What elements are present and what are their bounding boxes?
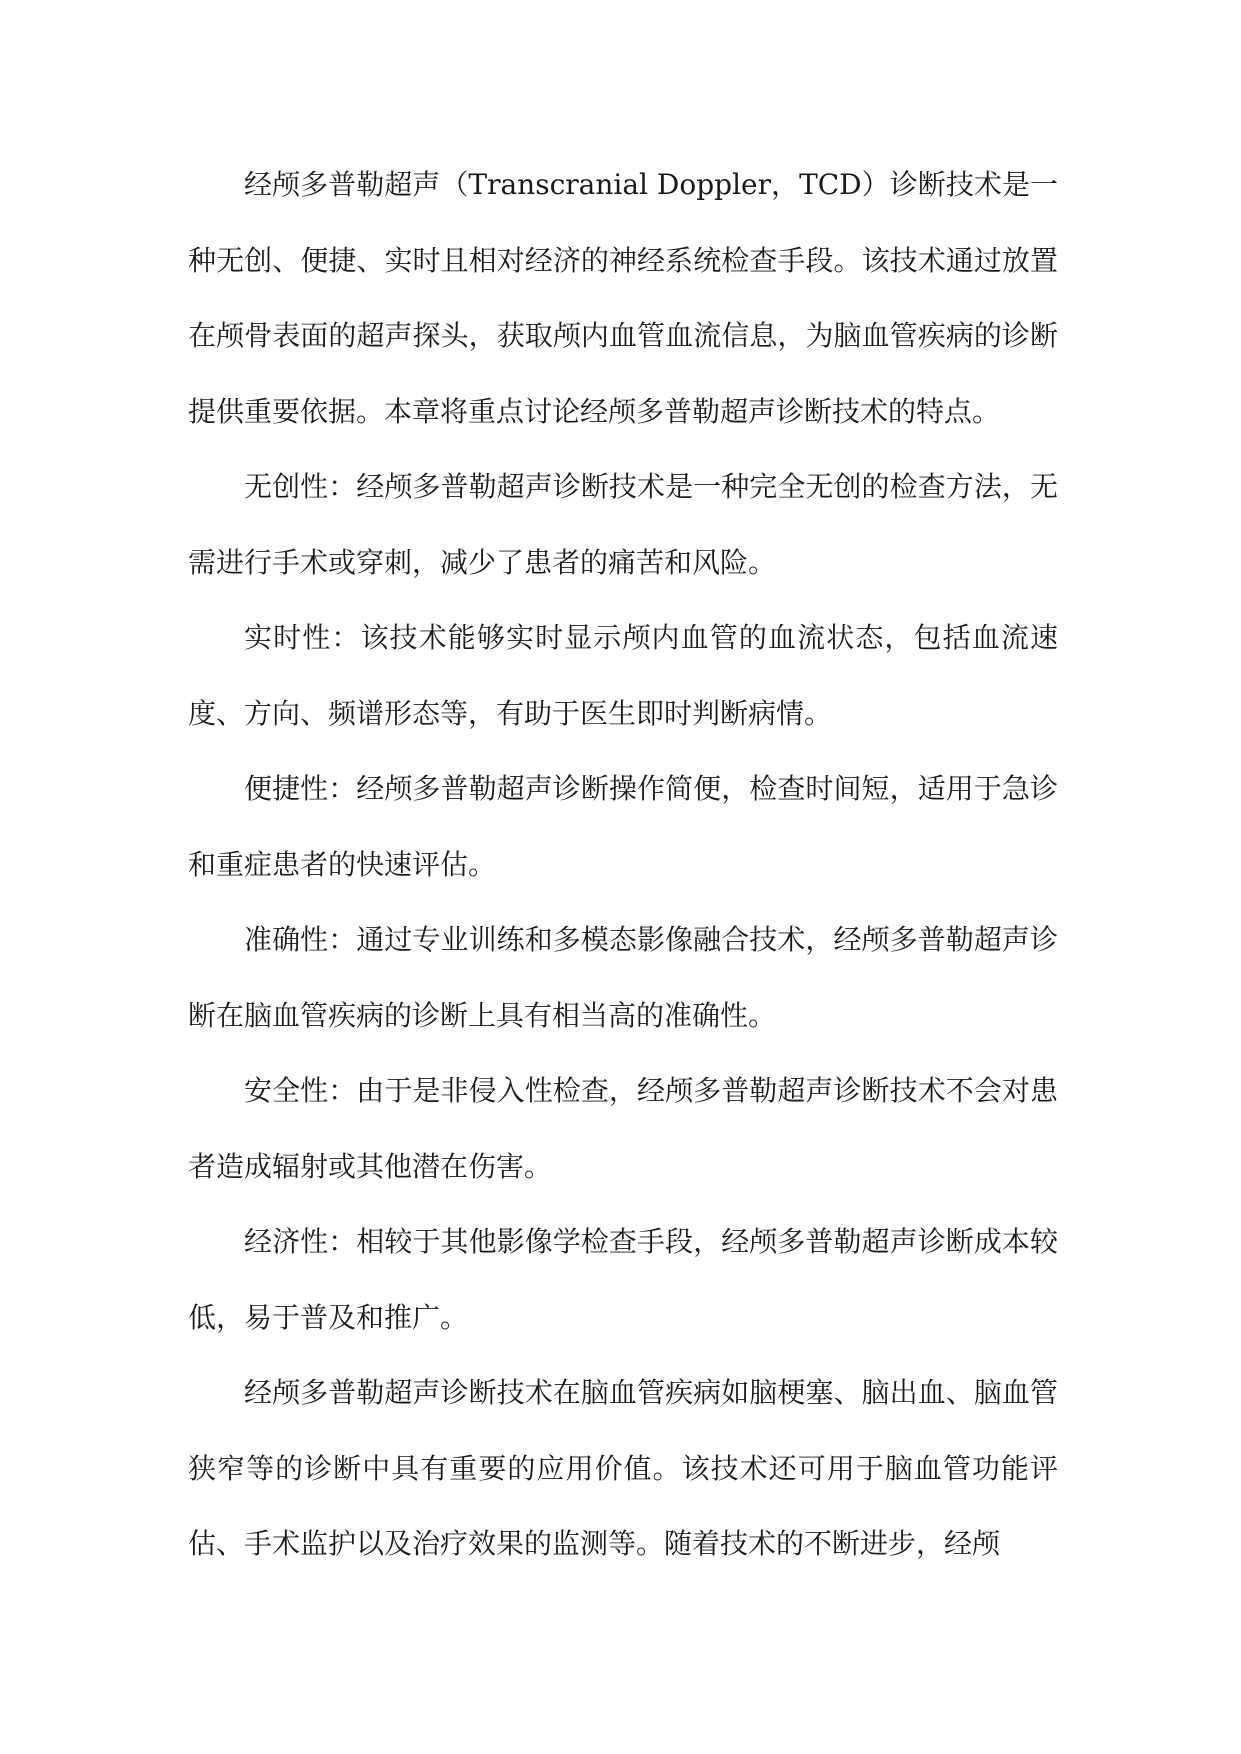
paragraph-accuracy: 准确性：通过专业训练和多模态影像融合技术，经颅多普勒超声诊断在脑血管疾病的诊断上具有相当高的准确性。 <box>188 923 1058 1032</box>
paragraph-economy: 经济性：相较于其他影像学检查手段，经颅多普勒超声诊断成本较低，易于普及和推广。 <box>188 1225 1058 1334</box>
document-body <box>188 147 1058 1582</box>
paragraph-intro: 经颅多普勒超声（Transcranial Doppler，TCD）诊断技术是一种无创、便捷、实时且相对经济的神经系统检查手段。该技术通过放置在颅骨表面的超声探头，获取颅内血管血流信息，为脑血管疾病的诊断提供重要依据。本章将重点讨论经颅多普勒超声诊断技术的特点。 <box>188 168 1058 428</box>
paragraph-convenience: 便捷性：经颅多普勒超声诊断操作简便，检查时间短，适用于急诊和重症患者的快速评估。 <box>188 772 1058 881</box>
paragraph-safety: 安全性：由于是非侵入性检查，经颅多普勒超声诊断技术不会对患者造成辐射或其他潜在伤害。 <box>188 1074 1058 1183</box>
paragraph-noninvasive: 无创性：经颅多普勒超声诊断技术是一种完全无创的检查方法，无需进行手术或穿刺，减少了患者的痛苦和风险。 <box>188 470 1058 579</box>
paragraph-realtime: 实时性：该技术能够实时显示颅内血管的血流状态，包括血流速度、方向、频谱形态等，有助于医生即时判断病情。 <box>188 621 1058 730</box>
paragraph-applications: 经颅多普勒超声诊断技术在脑血管疾病如脑梗塞、脑出血、脑血管狭窄等的诊断中具有重要的应用价值。该技术还可用于脑血管功能评估、手术监护以及治疗效果的监测等。随着技术的不断进步，经颅 <box>188 1376 1058 1560</box>
